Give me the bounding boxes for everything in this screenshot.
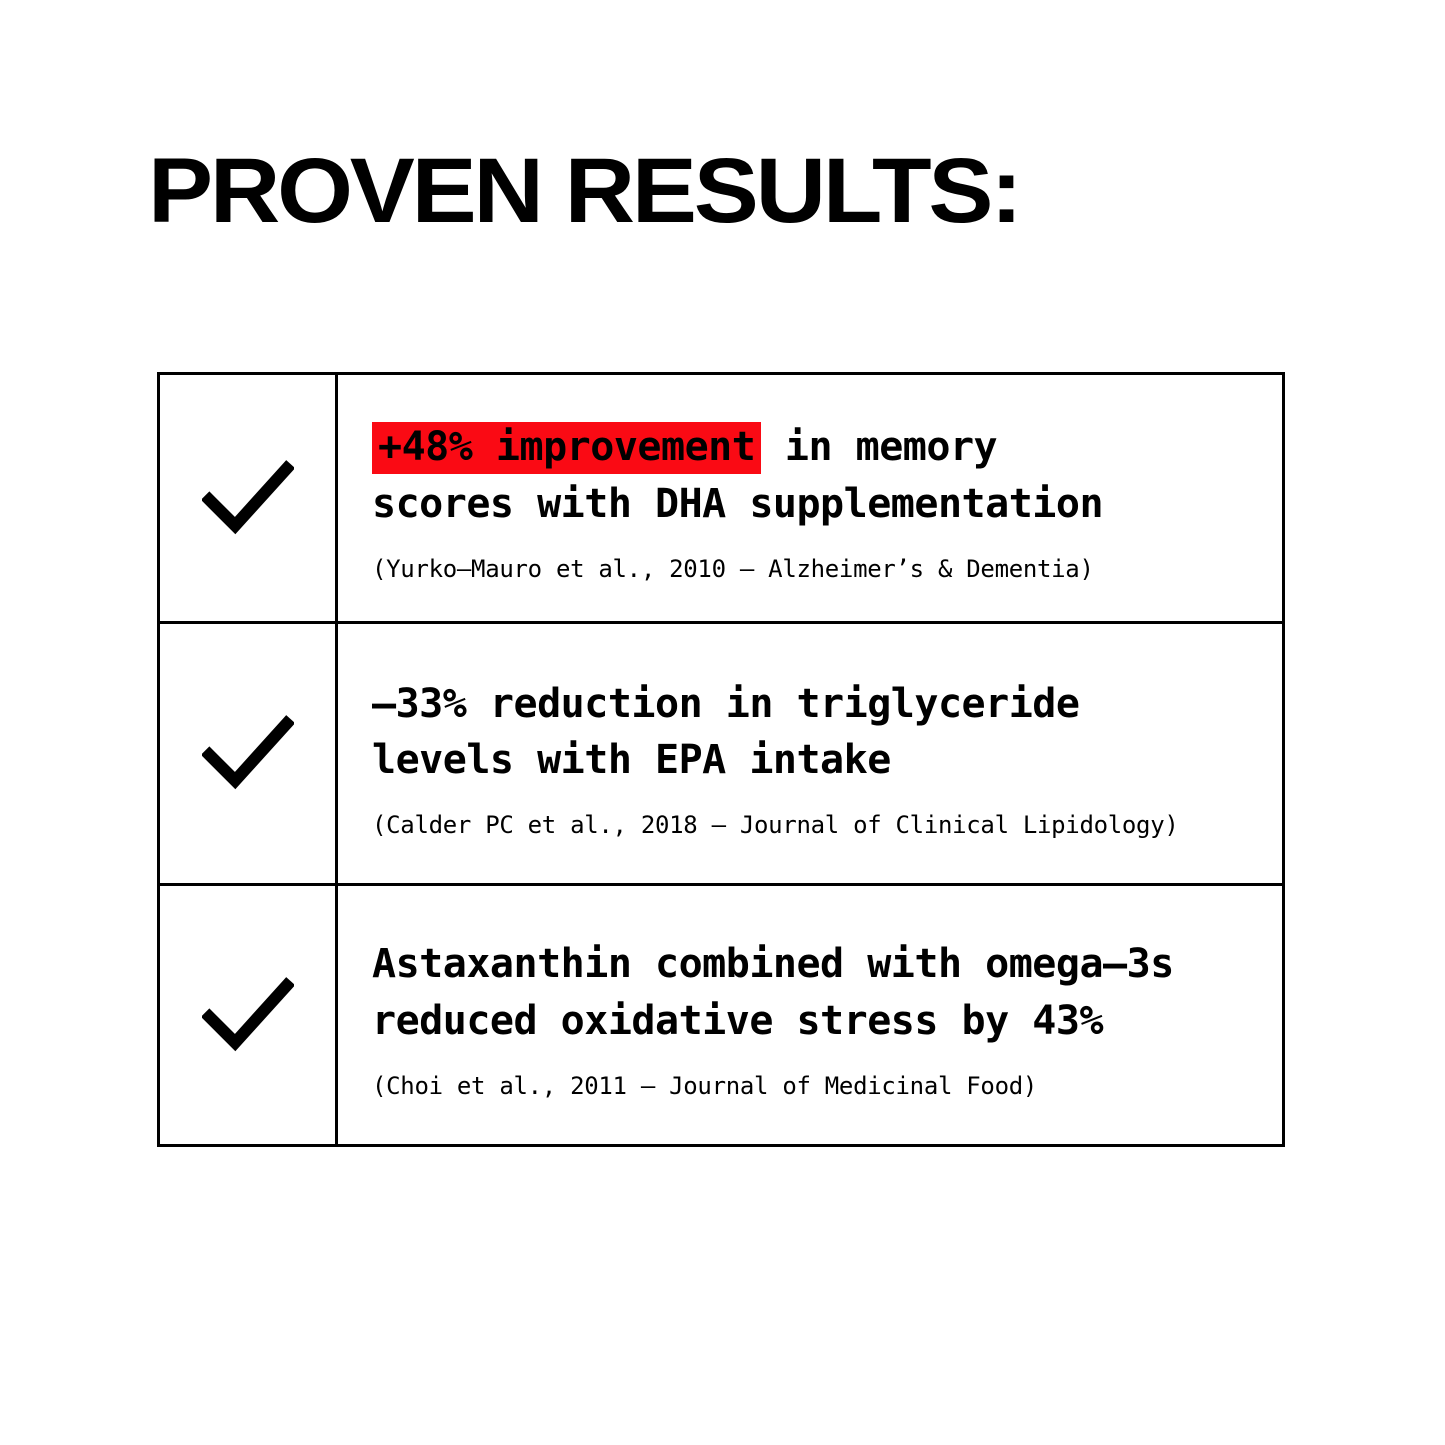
claim-line2: scores with DHA supplementation (372, 480, 1104, 527)
citation-text: (Calder PC et al., 2018 – Journal of Clinical Lipidology) (372, 811, 1179, 840)
claim-text (372, 676, 1242, 790)
table-row (160, 886, 1282, 1144)
checkmark-icon (202, 452, 294, 544)
page-title: PROVEN RESULTS: (148, 140, 1020, 242)
citation-text: (Yurko–Mauro et al., 2010 – Alzheimer’s & Dementia) (372, 554, 1094, 583)
claim-cell (338, 886, 1282, 1144)
claim-cell (338, 375, 1282, 621)
table-row (160, 375, 1282, 624)
checkmark-icon (202, 707, 294, 799)
claim-line1: Astaxanthin combined with omega–3s (372, 941, 1174, 988)
claim-cell (338, 624, 1282, 884)
claim-text (372, 936, 1242, 1050)
check-cell (160, 624, 338, 884)
check-cell (160, 886, 338, 1144)
highlighted-stat: +48% improvement (372, 422, 761, 474)
claim-line2: levels with EPA intake (372, 737, 891, 784)
citation-text: (Choi et al., 2011 – Journal of Medicinal Food) (372, 1071, 1038, 1100)
claim-text (372, 419, 1242, 533)
claim-line1-rest: in memory (761, 424, 998, 470)
checkmark-icon (202, 969, 294, 1061)
claim-line2: reduced oxidative stress by 43% (372, 997, 1104, 1044)
claim-line1: –33% reduction in triglyceride (372, 680, 1080, 727)
check-cell (160, 375, 338, 621)
results-table (157, 372, 1285, 1147)
table-row (160, 624, 1282, 887)
